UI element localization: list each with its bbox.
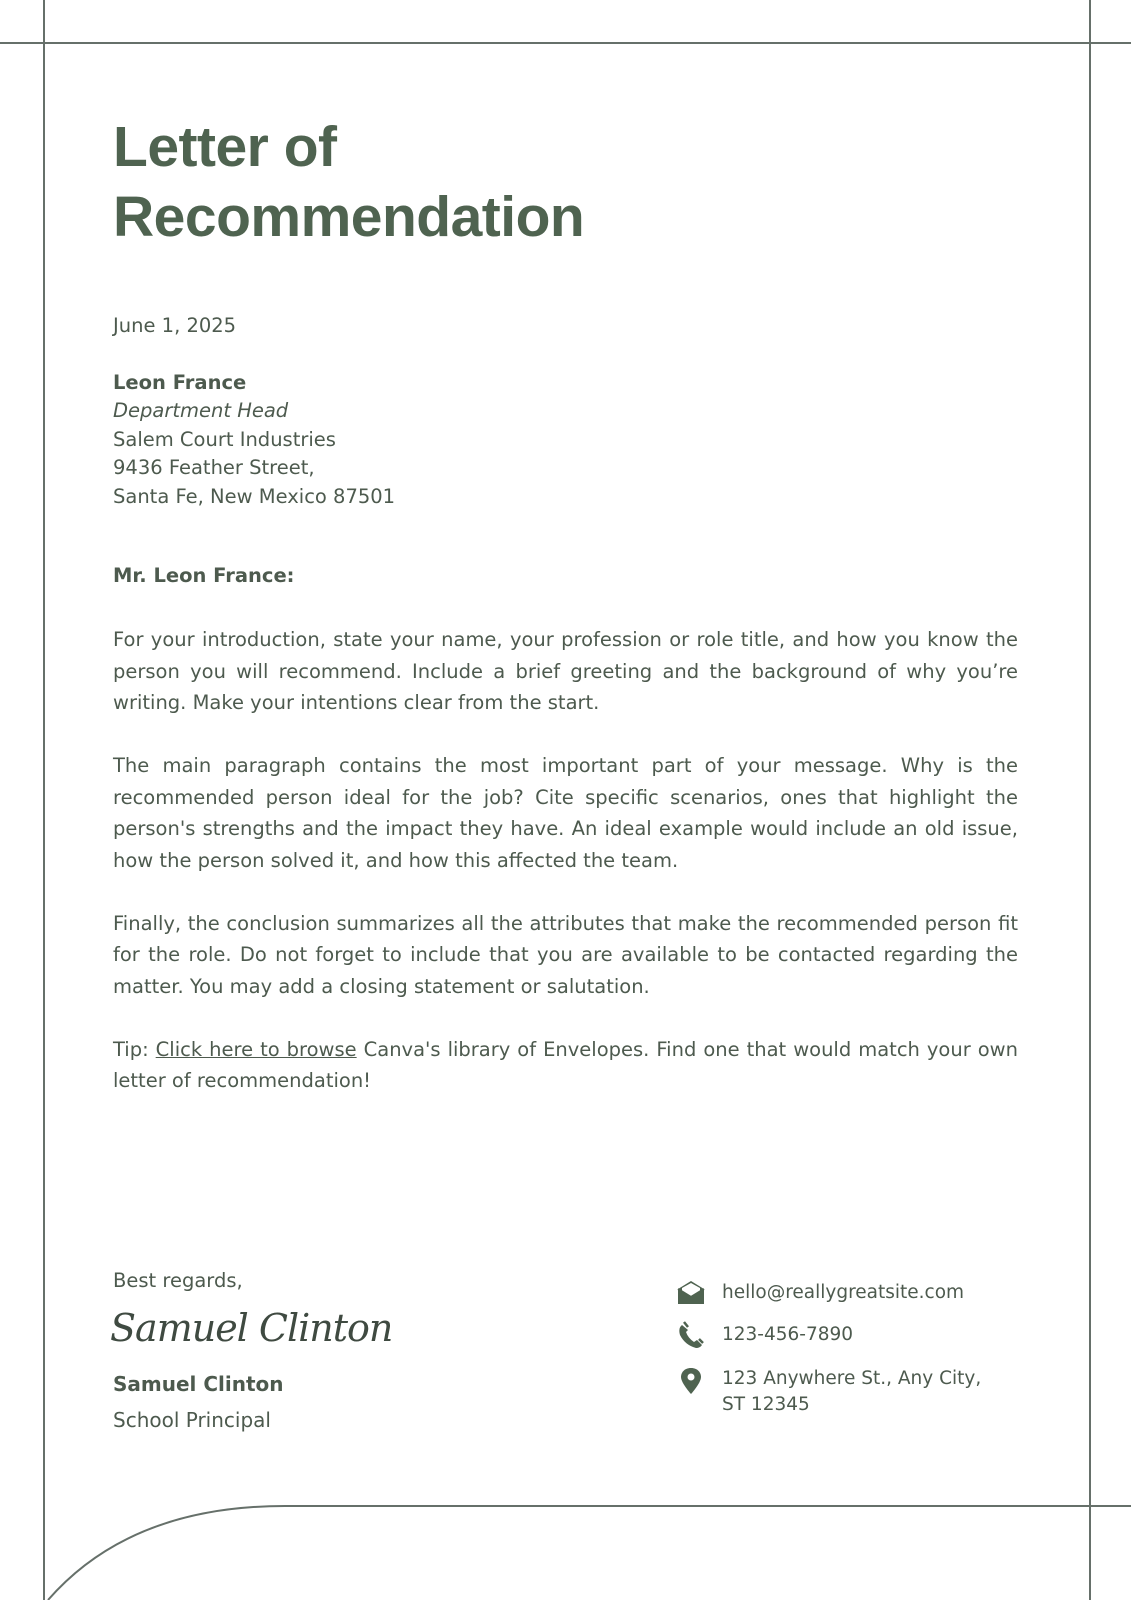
contact-address-line1: 123 Anywhere St., Any City,	[722, 1368, 982, 1389]
tip-prefix: Tip:	[113, 1037, 156, 1061]
envelope-open-icon	[676, 1278, 706, 1308]
sender-role: School Principal	[113, 1408, 271, 1432]
title-line-1: Letter of	[113, 115, 337, 179]
phone-icon	[676, 1320, 706, 1350]
sender-name: Samuel Clinton	[113, 1372, 284, 1396]
recipient-name: Leon France	[113, 371, 247, 394]
tip-suffix: Canva's library of Envelopes. Find one that would match your own letter of recommendation!	[113, 1037, 1018, 1092]
letter-body	[113, 624, 1018, 1128]
recipient-street: 9436 Feather Street,	[113, 456, 315, 479]
browse-link[interactable]: Click here to browse	[155, 1037, 357, 1061]
recipient-city: Santa Fe, New Mexico 87501	[113, 485, 396, 508]
contact-phone: 123-456-7890	[722, 1324, 854, 1345]
tip	[113, 1034, 1018, 1097]
closing: Best regards,	[113, 1269, 243, 1292]
salutation: Mr. Leon France:	[113, 564, 295, 587]
page-title	[113, 112, 584, 252]
signature: Samuel Clinton	[110, 1306, 393, 1350]
contact-email: hello@reallygreatsite.com	[722, 1282, 965, 1303]
paragraph-main: The main paragraph contains the most important part of your message. Why is the recommended person ideal for the job? Cite specific scenarios, ones that highlight the person's strengths and the impact they have. An ideal example would include an old issue, how the person solved it, and how this affected the team.	[113, 754, 1018, 872]
recipient-title: Department Head	[113, 399, 289, 422]
map-pin-icon	[676, 1366, 706, 1396]
contact-address-line2: ST 12345	[722, 1394, 810, 1415]
paragraph-conclusion: Finally, the conclusion summarizes all the attributes that make the recommended person fit for the role. Do not forget to include that you are available to be contacted regarding the matter. You may add a closing statement or salutation.	[113, 911, 1018, 998]
title-line-2: Recommendation	[113, 185, 585, 249]
date: June 1, 2025	[113, 314, 237, 337]
paragraph-intro: For your introduction, state your name, your profession or role title, and how you know the person you will recommend. Include a brief greeting and the background of why you’re writing. Make your intentions clear from the start.	[113, 628, 1018, 714]
recipient-company: Salem Court Industries	[113, 428, 336, 451]
